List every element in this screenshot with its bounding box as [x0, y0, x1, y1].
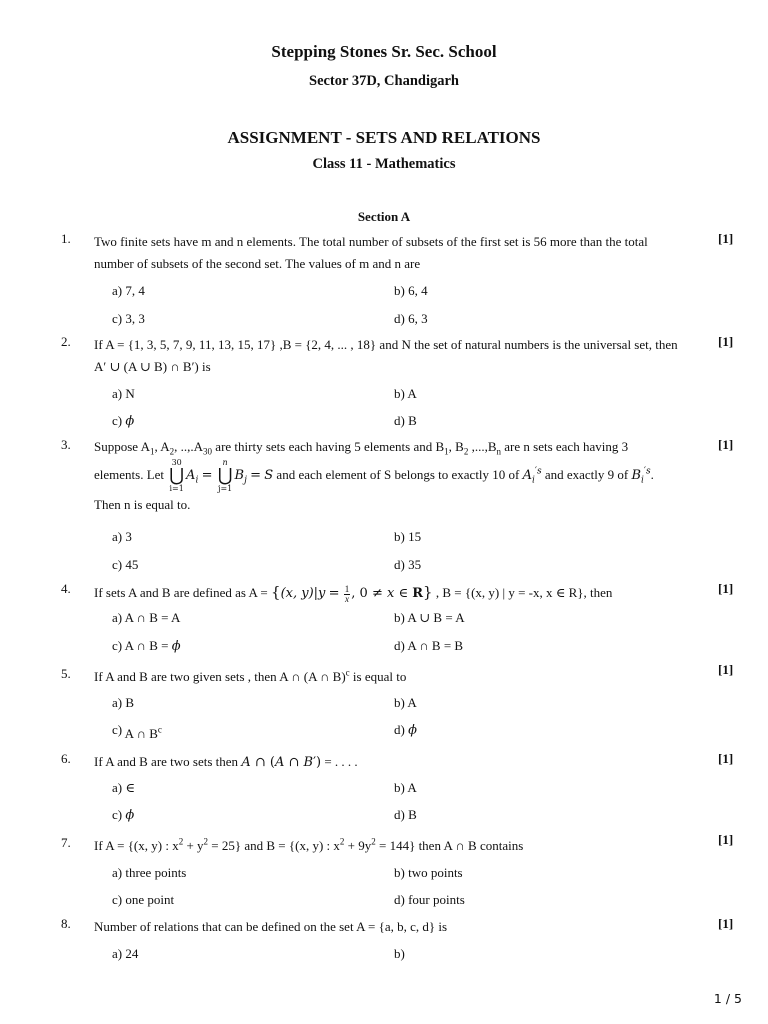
- question-text-line: If A = {1, 3, 5, 7, 9, 11, 13, 15, 17} ,B = {2, 4, ... , 18} and N the set of natural numbers is the universal set, then: [94, 337, 678, 352]
- question-text: [94, 666, 709, 688]
- marks-badge: [1]: [718, 916, 734, 931]
- question-text: [94, 437, 709, 515]
- option-b[interactable]: b) 15: [394, 529, 422, 544]
- question-text: [94, 581, 709, 605]
- school-address: Sector 37D, Chandigarh: [309, 73, 459, 89]
- question-text-line: If A and B are two sets then A ∩ (A ∩ B′) = . . . .: [94, 754, 358, 770]
- option-a[interactable]: a) 7, 4: [112, 283, 145, 298]
- class-subtitle: Class 11 - Mathematics: [312, 156, 456, 172]
- question-text-line: number of subsets of the second set. The values of m and n are: [94, 256, 421, 271]
- question-number: 7.: [61, 835, 71, 850]
- section-heading: Section A: [357, 209, 411, 224]
- option-c[interactable]: c) one point: [112, 892, 175, 907]
- question-text-line: If A = {(x, y) : $x^2 + y^2 = 25$} and B = {(x, y) : $x^2 + 9y^2 = 144$} then A ∩ B contains: [94, 836, 524, 853]
- option-a[interactable]: a) 24: [112, 946, 139, 961]
- option-c[interactable]: c) ϕ: [112, 807, 135, 823]
- marks-badge: [1]: [718, 334, 734, 349]
- marks-badge: [1]: [718, 662, 734, 677]
- option-a[interactable]: a) three points: [112, 865, 187, 880]
- option-d[interactable]: d) 35: [394, 557, 422, 572]
- marks-badge: [1]: [718, 437, 734, 452]
- question-text-line: A′ ∪ (A ∪ B) ∩ B′) is: [94, 359, 211, 374]
- question-text-line: Number of relations that can be defined on the set A = {a, b, c, d} is: [94, 919, 448, 934]
- option-b[interactable]: b) A ∪ B = A: [394, 610, 465, 625]
- option-c[interactable]: c) 3, 3: [112, 311, 145, 326]
- question-text-line: elements. Let 30 ⋃ i=1 $A_i$ = n ⋃ j=1 $B_j = S$ and each element of S belongs to exactly 10 of $A_i^{'s}$ and exactly 9 of $B_i^{'s}$.: [94, 458, 654, 493]
- option-b[interactable]: b): [394, 946, 405, 961]
- option-d[interactable]: d) ϕ: [394, 722, 417, 738]
- option-c[interactable]: c) A ∩ B = ϕ: [112, 638, 181, 654]
- option-d[interactable]: d) B: [394, 413, 417, 428]
- option-c[interactable]: c) A ∩ $B^c$: [112, 722, 162, 741]
- question-text-line: Suppose $A_1$, $A_2$, $..,.A_{30}$ are thirty sets each having 5 elements and $B_1$, $B_2$ $,...,B_n$ are n sets each having 3: [94, 439, 629, 457]
- question-text-line: If A and B are two given sets , then A ∩ (A ∩ B)$^c$ is equal to: [94, 667, 407, 684]
- option-c[interactable]: c) ϕ: [112, 413, 135, 429]
- question-number: 5.: [61, 666, 71, 681]
- question-text-line: Then n is equal to.: [94, 497, 191, 512]
- question-text-line: If sets A and B are defined as A = {(x, y)|y = $\frac{1}{x}$ , 0 ≠ x ∈ R} , B = {(x, y) | y = -x, x ∈ R}, then: [94, 583, 613, 604]
- marks-badge: [1]: [718, 751, 734, 766]
- option-a[interactable]: a) A ∩ B = A: [112, 610, 181, 625]
- question-number: 6.: [61, 751, 71, 766]
- option-d[interactable]: d) A ∩ B = B: [394, 638, 464, 653]
- option-b[interactable]: b) 6, 4: [394, 283, 428, 298]
- question-text: [94, 334, 709, 378]
- option-a[interactable]: a) ∈: [112, 780, 135, 795]
- option-a[interactable]: a) B: [112, 695, 135, 710]
- question-text: [94, 835, 709, 857]
- option-b[interactable]: b) two points: [394, 865, 463, 880]
- option-d[interactable]: d) 6, 3: [394, 311, 428, 326]
- option-b[interactable]: b) A: [394, 386, 417, 401]
- option-d[interactable]: d) four points: [394, 892, 465, 907]
- marks-badge: [1]: [718, 581, 734, 596]
- option-a[interactable]: a) 3: [112, 529, 132, 544]
- school-name: Stepping Stones Sr. Sec. School: [271, 42, 497, 61]
- marks-badge: [1]: [718, 832, 734, 847]
- option-c[interactable]: c) 45: [112, 557, 139, 572]
- question-text: [94, 231, 709, 275]
- marks-badge: [1]: [718, 231, 734, 246]
- option-b[interactable]: b) A: [394, 780, 417, 795]
- question-text: [94, 916, 709, 938]
- question-number: 3.: [61, 437, 71, 452]
- question-number: 4.: [61, 581, 71, 596]
- question-text-line: Two finite sets have m and n elements. The total number of subsets of the first set is 56 more than the total: [94, 234, 648, 249]
- option-a[interactable]: a) N: [112, 386, 135, 401]
- question-text: [94, 751, 709, 774]
- question-number: 8.: [61, 916, 71, 931]
- page-indicator: 1 / 5: [713, 991, 742, 1006]
- option-b[interactable]: b) A: [394, 695, 417, 710]
- question-number: 1.: [61, 231, 71, 246]
- question-number: 2.: [61, 334, 71, 349]
- option-d[interactable]: d) B: [394, 807, 417, 822]
- assignment-title: ASSIGNMENT - SETS AND RELATIONS: [227, 128, 541, 147]
